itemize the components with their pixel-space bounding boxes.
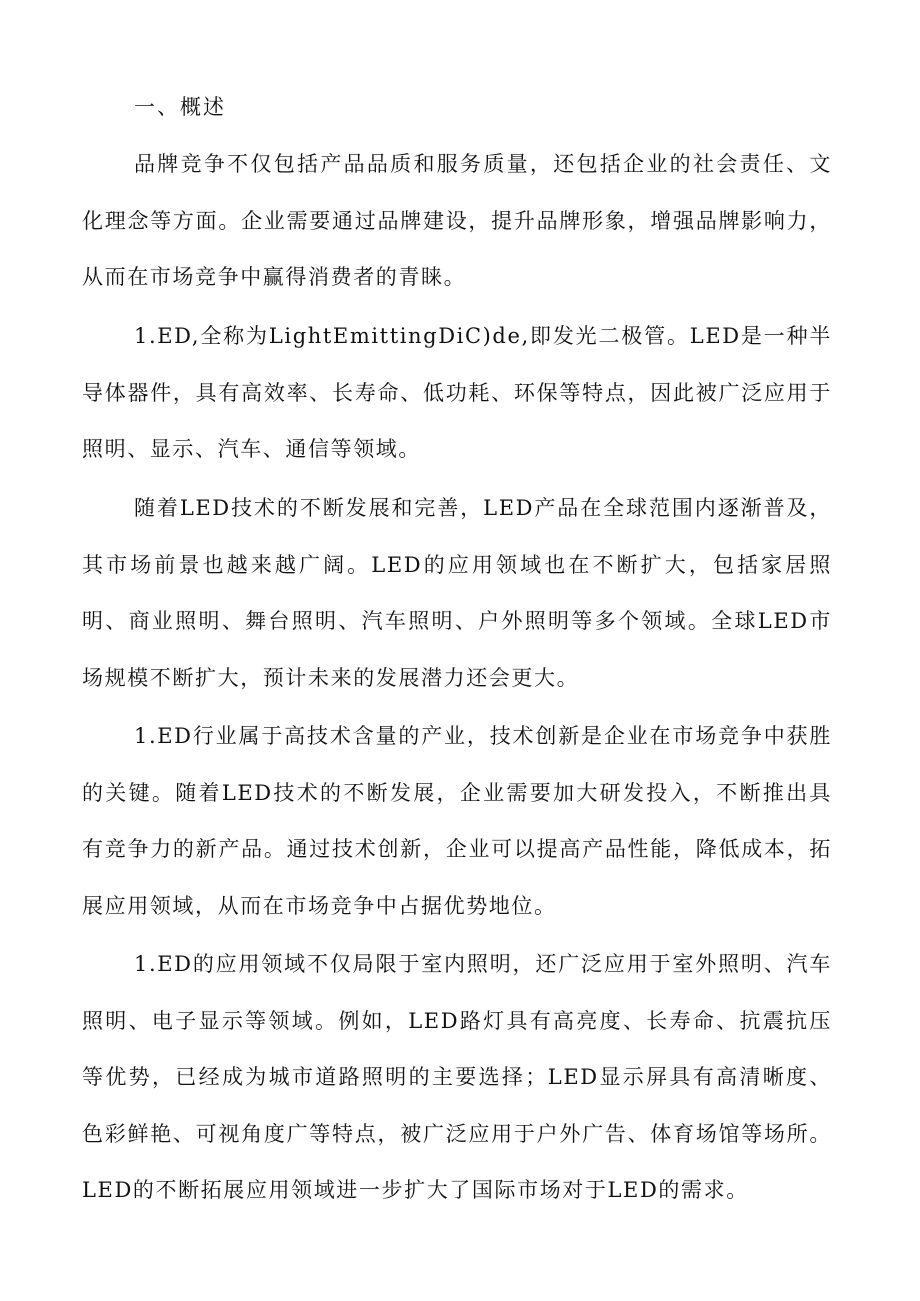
- section-heading: 一、概述: [134, 95, 226, 119]
- paragraph-led-definition: 1.ED,全称为LightEmittingDiC)de,即发光二极管。LED是一种半导体器件，具有高效率、长寿命、低功耗、环保等特点，因此被广泛应用于照明、显示、汽车、通信等领域。: [82, 324, 832, 461]
- paragraph-led-market: 随着LED技术的不断发展和完善，LED产品在全球范围内逐渐普及，其市场前景也越来越广阔。LED的应用领域也在不断扩大，包括家居照明、商业照明、舞台照明、汽车照明、户外照明等多个领域。全球LED市场规模不断扩大，预计未来的发展潜力还会更大。: [82, 496, 832, 690]
- paragraph-led-innovation: 1.ED行业属于高技术含量的产业，技术创新是企业在市场竞争中获胜的关键。随着LED技术的不断发展，企业需要加大研发投入，不断推出具有竞争力的新产品。通过技术创新，企业可以提高产品性能，降低成本，拓展应用领域，从而在市场竞争中占据优势地位。: [82, 724, 832, 918]
- paragraph-brand-competition: 品牌竞争不仅包括产品品质和服务质量，还包括企业的社会责任、文化理念等方面。企业需要通过品牌建设，提升品牌形象，增强品牌影响力，从而在市场竞争中赢得消费者的青睐。: [82, 152, 832, 289]
- paragraph-led-applications: 1.ED的应用领域不仅局限于室内照明，还广泛应用于室外照明、汽车照明、电子显示等领域。例如，LED路灯具有高亮度、长寿命、抗震抗压等优势，已经成为城市道路照明的主要选择；LED显示屏具有高清晰度、色彩鲜艳、可视角度广等特点，被广泛应用于户外广告、体育场馆等场所。LED的不断拓展应用领域进一步扩大了国际市场对于LED的需求。: [82, 952, 832, 1202]
